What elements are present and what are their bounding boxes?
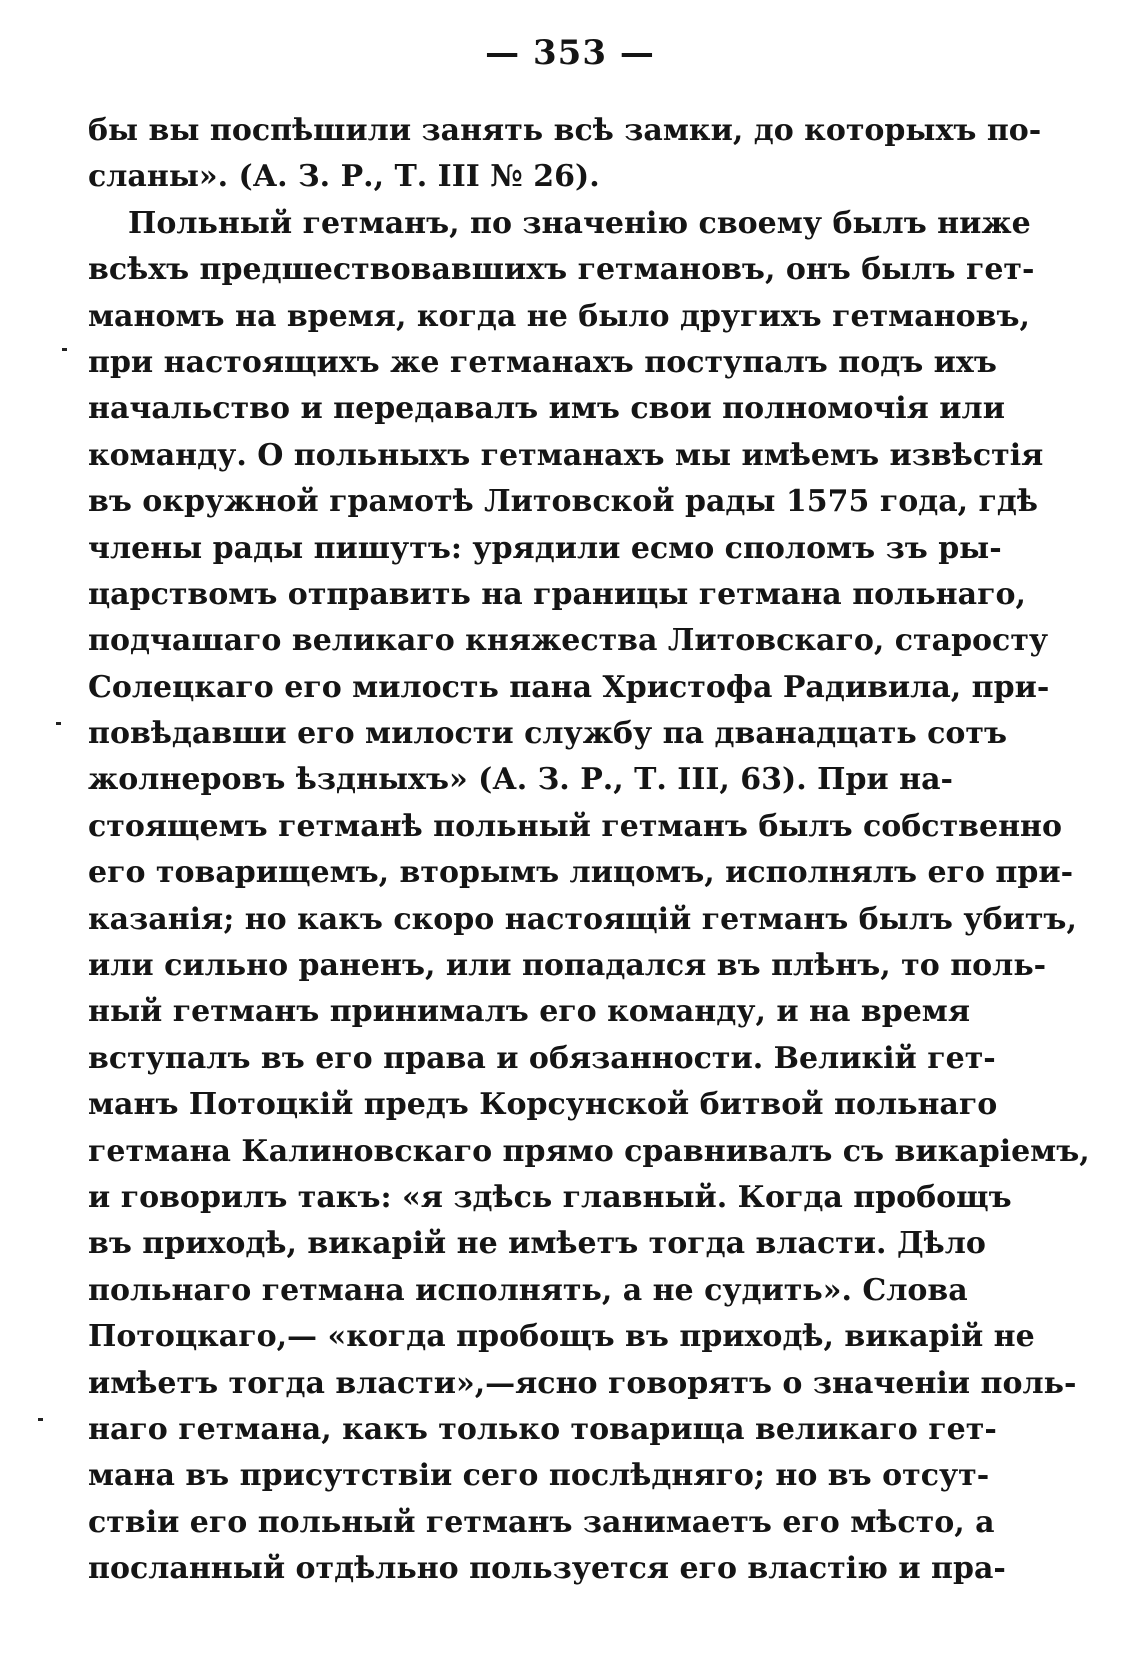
text-line: посланный отдѣльно пользуется его властію и пра- (88, 1551, 1006, 1587)
text-line: въ окружной грамотѣ Литовской рады 1575 года, гдѣ (88, 484, 1039, 520)
print-speck (62, 348, 67, 351)
text-line: Потоцкаго,— «когда пробощъ въ приходѣ, викарій не (88, 1319, 1035, 1355)
text-line: и говорилъ такъ: «я здѣсь главный. Когда пробощъ (88, 1179, 1012, 1215)
text-line: маномъ на время, когда не было другихъ гетмановъ, (88, 298, 1030, 334)
text-line: казанія; но какъ скоро настоящій гетманъ былъ убитъ, (88, 901, 1077, 937)
body-text (88, 108, 1090, 1593)
text-line: жолнеровъ ѣздныхъ» (А. З. Р., Т. III, 63). При на- (88, 762, 953, 798)
text-line: мана въ присутствіи сего послѣдняго; но въ отсут- (88, 1458, 990, 1494)
text-line: стоящемъ гетманѣ польный гетманъ былъ собственно (88, 808, 1063, 844)
text-line: гетмана Калиновскаго прямо сравнивалъ съ викаріемъ, (88, 1133, 1090, 1169)
print-speck (56, 722, 61, 725)
text-line: бы вы поспѣшили занять всѣ замки, до которыхъ по- (88, 113, 1042, 148)
text-line: наго гетмана, какъ только товарища великаго гет- (88, 1411, 997, 1447)
text-line: ствіи его польный гетманъ занимаетъ его мѣсто, а (88, 1504, 995, 1540)
paragraph (88, 108, 1042, 201)
paragraph (88, 201, 1090, 1593)
text-line: его товарищемъ, вторымъ лицомъ, исполнялъ его при- (88, 855, 1074, 891)
text-line: Солецкаго его милость пана Христофа Радивила, при- (88, 669, 1050, 705)
page-number: — 353 — (485, 33, 655, 73)
text-line: повѣдавши его милости службу па дванадцать сотъ (88, 716, 1008, 752)
text-line: команду. О польныхъ гетманахъ мы имѣемъ извѣстія (88, 437, 1044, 473)
text-line: ный гетманъ принималъ его команду, и на время (88, 994, 971, 1030)
text-line: имѣетъ тогда власти»,—ясно говорятъ о значеніи поль- (88, 1365, 1077, 1401)
print-speck (38, 1418, 43, 1421)
text-line: подчашаго великаго княжества Литовскаго, старосту (88, 623, 1049, 659)
text-line: члены рады пишутъ: урядили есмо споломъ зъ ры- (88, 530, 1002, 566)
text-line: всѣхъ предшествовавшихъ гетмановъ, онъ былъ гет- (88, 252, 1035, 288)
text-line: царствомъ отправить на границы гетмана польнаго, (88, 576, 1026, 612)
text-line: или сильно раненъ, или попадался въ плѣнъ, то поль- (88, 948, 1047, 984)
text-line: начальство и передавалъ имъ свои полномочія или (88, 391, 1005, 427)
text-line: Польный гетманъ, по значенію своему былъ ниже (128, 205, 1031, 241)
text-line: при настоящихъ же гетманахъ поступалъ подъ ихъ (88, 344, 997, 380)
text-line: сланы». (А. З. Р., Т. III № 26). (88, 159, 600, 195)
text-line: вступалъ въ его права и обязанности. Великій гет- (88, 1040, 996, 1076)
text-line: манъ Потоцкій предъ Корсунской битвой польнаго (88, 1087, 998, 1123)
text-line: польнаго гетмана исполнять, а не судить». Слова (88, 1272, 968, 1308)
text-line: въ приходѣ, викарій не имѣетъ тогда власти. Дѣло (88, 1226, 986, 1262)
